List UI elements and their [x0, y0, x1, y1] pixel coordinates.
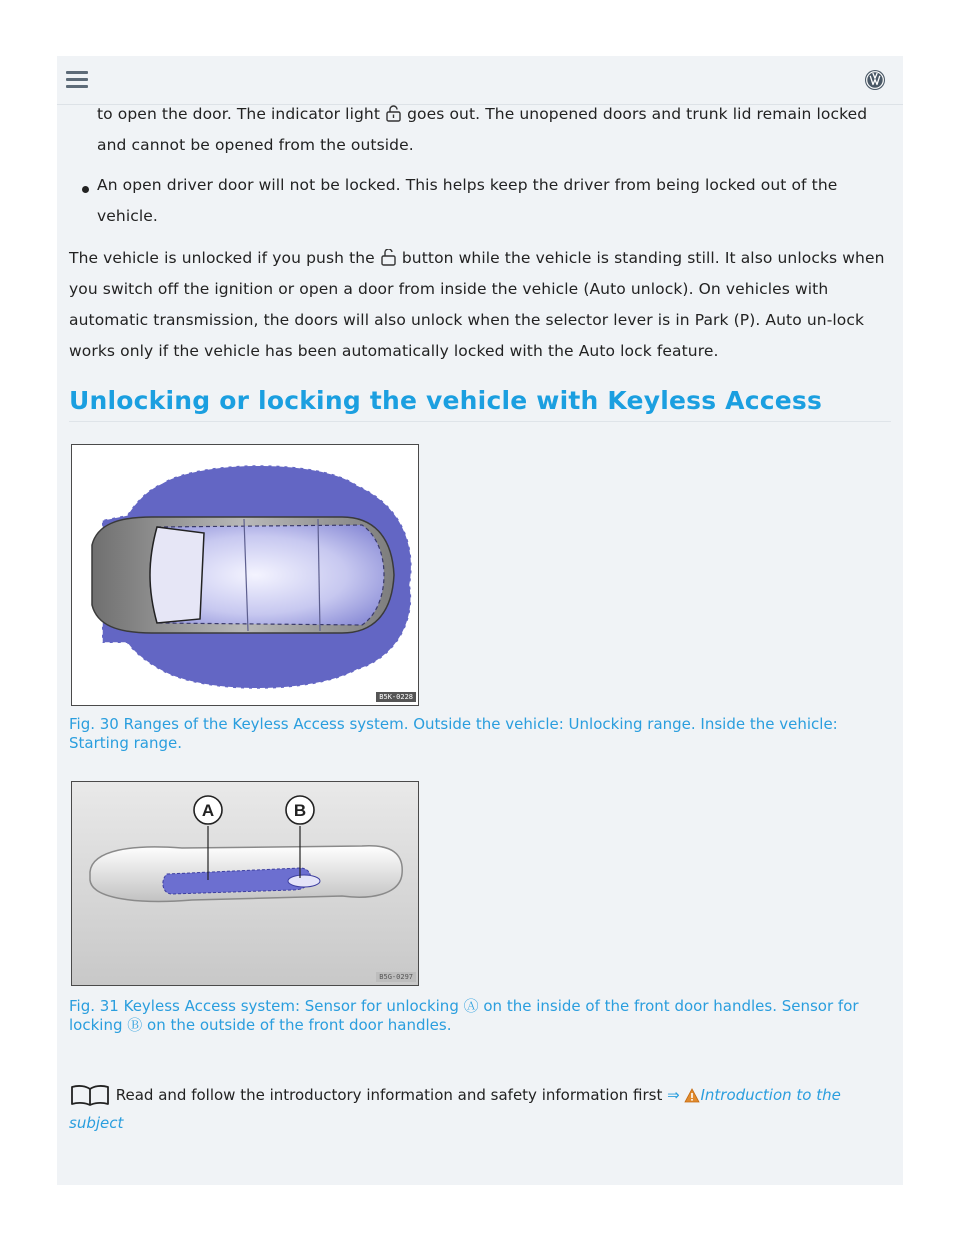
keyless-range-illustration — [72, 445, 418, 705]
paragraph-text: The vehicle is unlocked if you push the — [69, 249, 375, 267]
top-bar — [57, 56, 903, 105]
introduction-link[interactable]: Introduction to the subject — [69, 1086, 841, 1132]
section-heading: Unlocking or locking the vehicle with Keyless Access — [69, 386, 823, 415]
paragraph-text: goes out. The unopened doors and trunk lid remain locked and cannot be opened from the outside. — [97, 105, 868, 154]
figure-30-caption: Fig. 30 Ranges of the Keyless Access system. Outside the vehicle: Unlocking range. Inside the vehicle: Starting range. — [69, 715, 838, 752]
windshield — [150, 527, 204, 623]
paragraph-auto-unlock — [69, 243, 899, 367]
unlock-button-icon — [380, 249, 397, 266]
paragraph-door-open — [97, 99, 897, 161]
bullet-dot — [82, 186, 89, 193]
hamburger-menu-icon[interactable] — [66, 71, 88, 89]
open-book-icon — [69, 1084, 111, 1106]
figure-31-caption: Fig. 31 Keyless Access system: Sensor for unlocking Ⓐ on the inside of the front door handles. Sensor for locking Ⓑ on the outside of the front door handles. — [69, 997, 859, 1034]
paragraph-text: button while the vehicle is standing still. It also unlocks when you switch off the ignition or open a door from inside the vehicle (Auto unlock). On vehicles with automatic transmission, the doors will also unlock when the selector lever is in Park (P). Auto un-lock works only if the vehicle has been automatically locked with the Auto lock feature. — [69, 249, 885, 360]
door-handle-illustration — [72, 782, 418, 985]
label-b: B — [293, 801, 307, 820]
figure-keyless-ranges — [71, 444, 419, 706]
heading-divider — [69, 421, 891, 422]
read-first-note — [69, 1081, 889, 1137]
figure-code: B5G-0297 — [376, 972, 416, 982]
warning-icon — [684, 1088, 700, 1103]
figure-code: B5K-0228 — [376, 692, 416, 702]
label-a: A — [201, 801, 215, 820]
bullet-driver-door: An open driver door will not be locked. This helps keep the driver from being locked out of the vehicle. — [97, 176, 838, 225]
figure-door-handle-sensors — [71, 781, 419, 986]
vw-logo-icon[interactable] — [864, 69, 886, 91]
unlock-indicator-icon — [385, 105, 402, 122]
lock-sensor-zone — [288, 875, 320, 887]
note-text: Read and follow the introductory information and safety information first — [111, 1086, 668, 1104]
paragraph-text: to open the door. The indicator light — [97, 105, 381, 123]
arrow-right-icon: ⇒ — [667, 1086, 680, 1104]
